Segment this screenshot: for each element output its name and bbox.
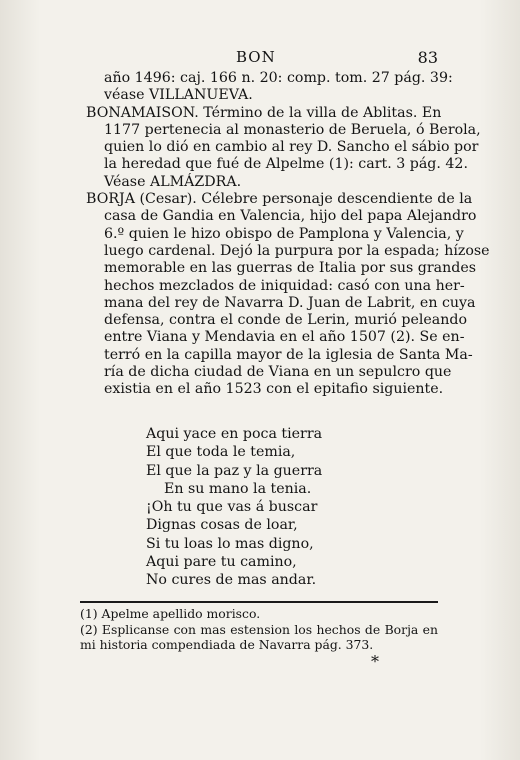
text-line: Véase ALMÁZDRA.	[104, 173, 242, 190]
page-number: 83	[417, 48, 438, 67]
footnote-line: (2) Esplicanse con mas estension los hechos de Borja en	[80, 621, 438, 637]
running-title: BON	[236, 48, 276, 66]
text-line: quien lo dió en cambio al rey D. Sancho el sábio por	[104, 139, 479, 156]
verse-line: Aqui yace en poca tierra	[146, 426, 323, 442]
text-line: año 1496: caj. 166 n. 20: comp. tom. 27 pág. 39:	[104, 70, 453, 86]
text-line: 1177 pertenecia al monasterio de Beruela, ó Berola,	[104, 121, 481, 138]
footnote-line: mi historia compendiada de Navarra pág. 373.	[80, 637, 374, 652]
epitaph-verse	[146, 425, 322, 590]
verse-line: El que la paz y la guerra	[146, 462, 323, 479]
text-line: BONAMAISON. Término de la villa de Ablitas. En	[86, 104, 442, 121]
text-line: BORJA (Cesar). Célebre personaje descendiente de la	[86, 191, 473, 208]
text-line: hechos mezclados de iniquidad: casó con una her-	[104, 277, 465, 294]
verse-line: ¡Oh tu que vas á buscar	[146, 499, 318, 516]
verse-line: El que toda le temia,	[146, 444, 296, 461]
verse-line: Dignas cosas de loar,	[146, 517, 298, 534]
text-line: terró en la capilla mayor de la iglesia de Santa Ma-	[104, 346, 473, 363]
text-line: casa de Gandia en Valencia, hijo del papa Alejandro	[104, 208, 477, 225]
signature-mark: *	[371, 652, 379, 671]
footnote-line: (1) Apelme apellido morisco.	[80, 606, 261, 621]
text-line: luego cardenal. Dejó la purpura por la espada; hízose	[104, 242, 490, 259]
text-line: entre Viana y Mendavia en el año 1507 (2). Se en-	[104, 329, 465, 346]
verse-line: No cures de mas andar.	[146, 572, 317, 589]
text-line: la heredad que fué de Alpelme (1): cart. 3 pág. 42.	[104, 156, 468, 173]
text-line: memorable en las guerras de Italia por sus grandes	[104, 260, 477, 277]
main-text	[86, 70, 490, 399]
text-line: véase VILLANUEVA.	[104, 87, 253, 104]
text-line: ría de dicha ciudad de Viana en un sepulcro que	[104, 364, 452, 381]
text-line: existia en el año 1523 con el epitafio siguiente.	[104, 381, 444, 398]
footnotes	[80, 606, 438, 653]
text-line: 6.º quien le hizo obispo de Pamplona y Valencia, y	[104, 225, 464, 242]
running-header	[86, 48, 438, 68]
footnote-rule	[80, 601, 438, 603]
text-line: mana del rey de Navarra D. Juan de Labrit, en cuya	[104, 294, 476, 311]
text-line: defensa, contra el conde de Lerin, murió peleando	[104, 312, 468, 329]
verse-line: Si tu loas lo mas digno,	[146, 535, 314, 552]
verse-line: Aqui pare tu camino,	[146, 554, 297, 571]
verse-line: En su mano la tenia.	[164, 480, 312, 497]
